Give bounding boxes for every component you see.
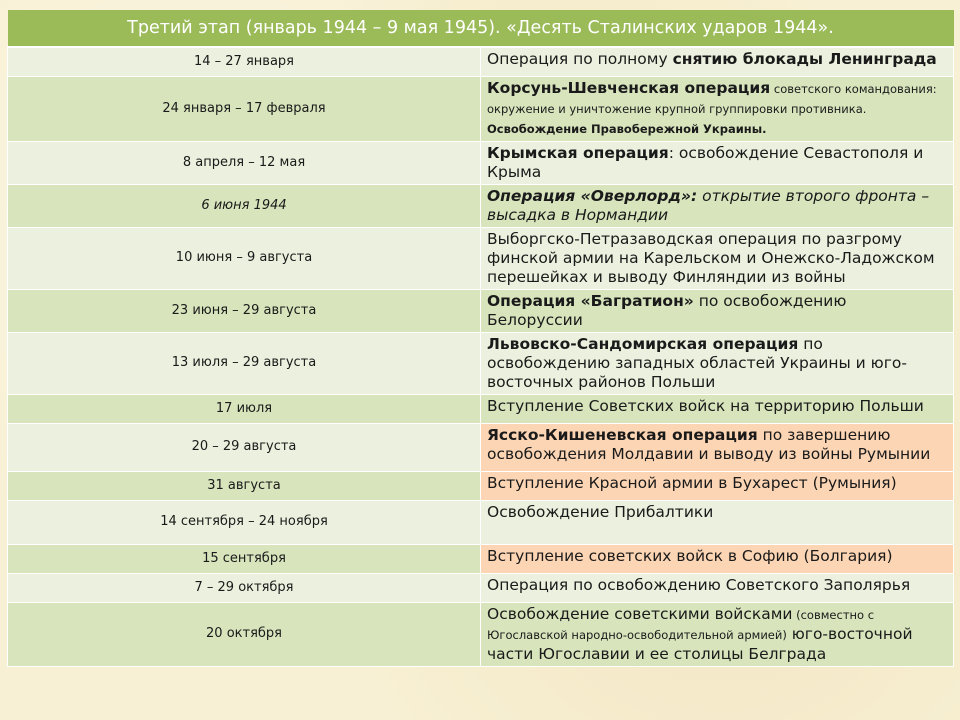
row-description [481, 289, 954, 332]
description-text: советского командования: окружение и уничтожение крупной группировки противника. [487, 81, 937, 116]
description-text: по завершению освобождения Молдавии и выводу из войны Румынии [487, 425, 931, 463]
table-row [8, 573, 954, 602]
table-row [8, 500, 954, 544]
description-text: Операция «Багратион» [487, 291, 694, 310]
row-date: 24 января – 17 февраля [8, 76, 481, 141]
row-date: 17 июля [8, 394, 481, 423]
description-text: Освобождение советскими войсками [487, 604, 793, 623]
description-text: Крымская операция [487, 143, 669, 162]
description-text: по освобождению Белоруссии [487, 291, 847, 329]
row-description [481, 500, 954, 544]
description-text: : освобождение Севастополя и Крыма [487, 143, 924, 181]
description-text: Львовско-Сандомирская операция [487, 334, 799, 353]
row-description [481, 76, 954, 141]
row-description [481, 573, 954, 602]
table-body [8, 47, 954, 666]
description-text: Вступление Красной армии в Бухарест (Румыния) [487, 473, 897, 492]
table-row [8, 423, 954, 471]
table-row [8, 76, 954, 141]
row-date: 15 сентября [8, 544, 481, 573]
table-row [8, 394, 954, 423]
row-date: 14 – 27 января [8, 47, 481, 76]
table-row [8, 227, 954, 289]
row-description [481, 602, 954, 666]
description-text: Операция по полному [487, 50, 673, 68]
description-text: открытие второго фронта – высадка в Нормандии [487, 186, 930, 224]
description-text: снятию блокады Ленинграда [672, 50, 937, 68]
row-date: 23 июня – 29 августа [8, 289, 481, 332]
description-text: Корсунь-Шевченская операция [487, 78, 771, 97]
timeline-table-container [7, 10, 954, 667]
table-row [8, 544, 954, 573]
table-row [8, 289, 954, 332]
row-date: 8 апреля – 12 мая [8, 141, 481, 184]
description-text: Выборгско-Петразаводская операция по разгрому финской армии на Карельском и Онежско-Ладожском перешейках и выводу Финляндии из войны [487, 229, 935, 286]
row-description [481, 184, 954, 227]
table-row [8, 47, 954, 76]
row-date: 20 – 29 августа [8, 423, 481, 471]
row-date: 14 сентября – 24 ноября [8, 500, 481, 544]
row-description [481, 227, 954, 289]
row-description [481, 471, 954, 500]
row-description [481, 47, 954, 76]
description-text: Вступление советских войск в Софию (Болгария) [487, 546, 893, 565]
row-description [481, 332, 954, 394]
description-text: Операция по освобождению Советского Заполярья [487, 575, 911, 594]
table-row [8, 471, 954, 500]
table-row [8, 184, 954, 227]
table-row [8, 141, 954, 184]
table-title: Третий этап (январь 1944 – 9 мая 1945). «Десять Сталинских ударов 1944». [8, 10, 954, 47]
row-description [481, 141, 954, 184]
description-text: по освобождению западных областей Украины и юго-восточных районов Польши [487, 334, 907, 391]
table-row [8, 602, 954, 666]
description-text: юго-восточной части Югославии и ее столицы Белграда [487, 624, 913, 663]
description-text: Ясско-Кишеневская операция [487, 425, 758, 444]
timeline-table [7, 10, 954, 667]
row-date: 6 июня 1944 [8, 184, 481, 227]
row-date: 7 – 29 октября [8, 573, 481, 602]
row-date: 13 июля – 29 августа [8, 332, 481, 394]
row-date: 31 августа [8, 471, 481, 500]
row-date: 10 июня – 9 августа [8, 227, 481, 289]
description-text: Освобождение Прибалтики [487, 502, 714, 521]
table-row [8, 332, 954, 394]
description-text: Освобождение Правобережной Украины. [487, 121, 767, 136]
row-description [481, 544, 954, 573]
row-date: 20 октября [8, 602, 481, 666]
row-description [481, 423, 954, 471]
description-text: (совместно с Югославской народно-освободительной армией) [487, 607, 875, 642]
row-description [481, 394, 954, 423]
description-text: Вступление Советских войск на территорию Польши [487, 396, 924, 415]
description-text: Операция «Оверлорд»: [487, 186, 698, 205]
